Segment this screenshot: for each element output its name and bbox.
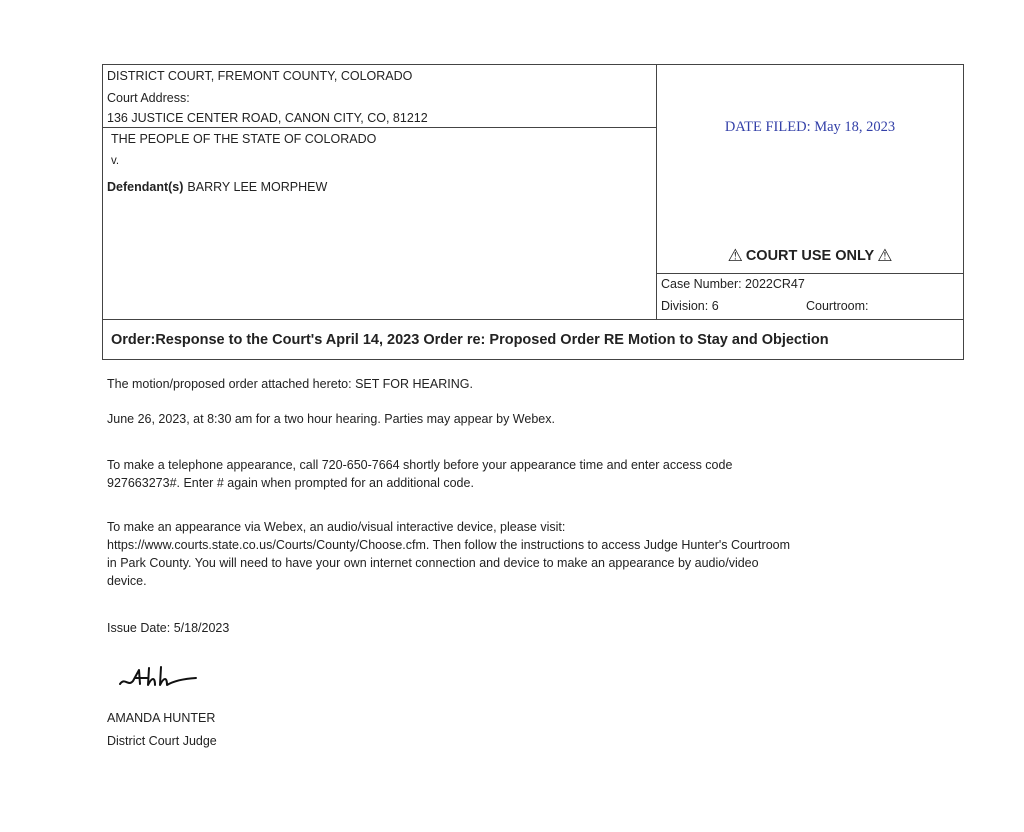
caption-right-panel	[657, 65, 963, 319]
court-name: DISTRICT COURT, FREMONT COUNTY, COLORADO	[107, 69, 413, 83]
defendant-label: Defendant(s)	[107, 180, 184, 194]
case-number: Case Number: 2022CR47	[661, 277, 805, 291]
parties-block	[103, 128, 656, 319]
courtroom: Courtroom:	[806, 299, 869, 313]
plaintiff-name: THE PEOPLE OF THE STATE OF COLORADO	[111, 132, 377, 146]
court-address: 136 JUSTICE CENTER ROAD, CANON CITY, CO, 81212	[107, 111, 428, 125]
caption-left-panel	[103, 65, 657, 319]
defendant-line	[107, 180, 327, 194]
issue-date: Issue Date: 5/18/2023	[107, 621, 230, 635]
telephone-instructions-line-2: 927663273#. Enter # again when prompted for an additional code.	[107, 476, 474, 490]
case-info-box	[657, 273, 963, 319]
webex-instructions-line-1: To make an appearance via Webex, an audio/visual interactive device, please visit:	[107, 520, 566, 534]
order-title: Order:Response to the Court's April 14, 2023 Order re: Proposed Order RE Motion to Stay and Objection	[111, 332, 829, 348]
date-filed-stamp: DATE FILED: May 18, 2023	[724, 119, 896, 135]
judge-name: AMANDA HUNTER	[107, 711, 216, 725]
webex-instructions-line-4: device.	[107, 574, 147, 588]
judge-title: District Court Judge	[107, 734, 217, 748]
court-info	[103, 65, 656, 128]
webex-instructions-line-3: in Park County. You will need to have your own internet connection and device to make an appearance by audio/video	[107, 556, 759, 570]
warning-triangle-icon: ⚠	[727, 246, 743, 265]
warning-triangle-icon: ⚠	[877, 246, 893, 265]
hearing-date-paragraph: June 26, 2023, at 8:30 am for a two hour hearing. Parties may appear by Webex.	[107, 412, 555, 426]
judge-signature	[118, 664, 208, 692]
versus-label: v.	[111, 155, 120, 167]
court-use-only-text: COURT USE ONLY	[745, 248, 875, 264]
court-address-label: Court Address:	[107, 91, 190, 105]
telephone-instructions-line-1: To make a telephone appearance, call 720-650-7664 shortly before your appearance time and enter access code	[107, 458, 733, 472]
division: Division: 6	[661, 299, 719, 313]
defendant-name: BARRY LEE MORPHEW	[187, 180, 328, 194]
court-use-only-label	[657, 247, 963, 265]
order-title-row	[103, 319, 963, 359]
webex-instructions-line-2: https://www.courts.state.co.us/Courts/County/Choose.cfm. Then follow the instructions to access Judge Hunter's Courtroom	[107, 538, 791, 552]
hearing-status-paragraph: The motion/proposed order attached hereto: SET FOR HEARING.	[107, 377, 473, 391]
case-caption	[102, 64, 964, 360]
